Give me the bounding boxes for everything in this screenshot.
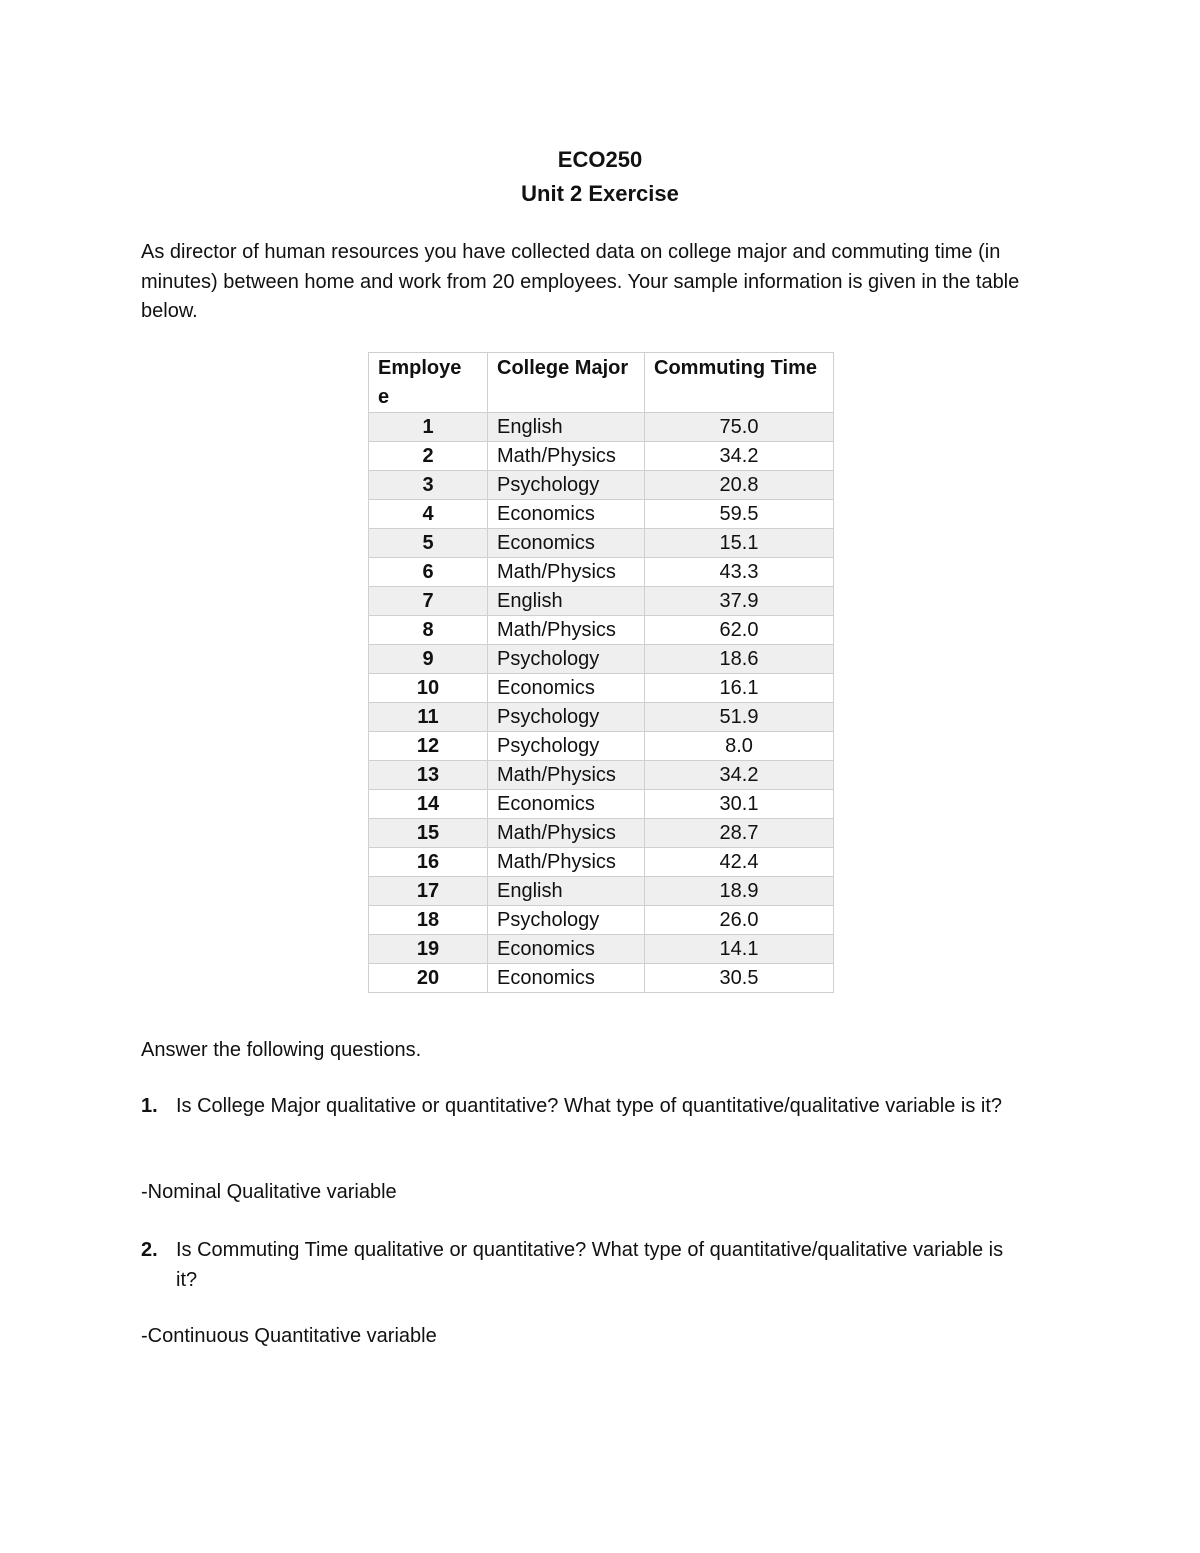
cell-time: 37.9: [645, 587, 834, 616]
table-row: [369, 587, 834, 616]
cell-major: English: [488, 587, 645, 616]
table-row: [369, 500, 834, 529]
table-row: [369, 819, 834, 848]
cell-employee: 19: [369, 935, 488, 964]
question-1-number: 1.: [141, 1095, 158, 1117]
cell-employee: 14: [369, 790, 488, 819]
cell-employee: 9: [369, 645, 488, 674]
cell-employee: 18: [369, 906, 488, 935]
cell-time: 28.7: [645, 819, 834, 848]
table-row: [369, 848, 834, 877]
cell-major: Psychology: [488, 645, 645, 674]
question-1: [141, 1092, 1051, 1122]
table-row: [369, 413, 834, 442]
answer-2: -Continuous Quantitative variable: [141, 1325, 437, 1347]
table-row: [369, 558, 834, 587]
header-employee: Employe e: [369, 353, 488, 413]
cell-time: 18.6: [645, 645, 834, 674]
question-2-number: 2.: [141, 1239, 158, 1261]
table-row: [369, 442, 834, 471]
cell-major: Math/Physics: [488, 848, 645, 877]
header-college-major: College Major: [488, 353, 645, 413]
cell-time: 14.1: [645, 935, 834, 964]
cell-employee: 7: [369, 587, 488, 616]
cell-employee: 16: [369, 848, 488, 877]
table-row: [369, 790, 834, 819]
cell-major: Economics: [488, 500, 645, 529]
cell-time: 75.0: [645, 413, 834, 442]
cell-employee: 12: [369, 732, 488, 761]
table-row: [369, 471, 834, 500]
cell-major: Math/Physics: [488, 616, 645, 645]
cell-employee: 1: [369, 413, 488, 442]
cell-time: 42.4: [645, 848, 834, 877]
cell-major: Psychology: [488, 732, 645, 761]
cell-time: 59.5: [645, 500, 834, 529]
cell-time: 43.3: [645, 558, 834, 587]
course-code-title: ECO250: [557, 147, 643, 172]
cell-time: 34.2: [645, 442, 834, 471]
cell-employee: 13: [369, 761, 488, 790]
cell-time: 30.1: [645, 790, 834, 819]
cell-major: Psychology: [488, 703, 645, 732]
cell-employee: 10: [369, 674, 488, 703]
table-row: [369, 761, 834, 790]
cell-time: 18.9: [645, 877, 834, 906]
table-row: [369, 935, 834, 964]
cell-major: Economics: [488, 935, 645, 964]
cell-time: 15.1: [645, 529, 834, 558]
cell-time: 34.2: [645, 761, 834, 790]
intro-paragraph: As director of human resources you have collected data on college major and commuting time (in minutes) between home and work from 20 employees. Your sample information is given in the table below.: [141, 241, 1020, 322]
cell-major: Math/Physics: [488, 558, 645, 587]
table-header-row: [369, 353, 834, 413]
table-row: [369, 964, 834, 993]
cell-time: 16.1: [645, 674, 834, 703]
header-commuting-time: Commuting Time: [645, 353, 834, 413]
cell-time: 30.5: [645, 964, 834, 993]
cell-employee: 17: [369, 877, 488, 906]
cell-employee: 8: [369, 616, 488, 645]
cell-major: Economics: [488, 790, 645, 819]
exercise-title: Unit 2 Exercise: [521, 181, 679, 206]
cell-employee: 15: [369, 819, 488, 848]
answer-prompt: Answer the following questions.: [141, 1039, 422, 1061]
table-row: [369, 616, 834, 645]
cell-major: Psychology: [488, 906, 645, 935]
cell-employee: 4: [369, 500, 488, 529]
cell-major: Math/Physics: [488, 819, 645, 848]
cell-employee: 20: [369, 964, 488, 993]
cell-time: 62.0: [645, 616, 834, 645]
cell-major: Economics: [488, 529, 645, 558]
cell-major: English: [488, 413, 645, 442]
answer-1: -Nominal Qualitative variable: [141, 1181, 397, 1203]
table-row: [369, 906, 834, 935]
table-row: [369, 877, 834, 906]
cell-time: 8.0: [645, 732, 834, 761]
cell-time: 26.0: [645, 906, 834, 935]
cell-major: Math/Physics: [488, 761, 645, 790]
question-2: [141, 1236, 1051, 1295]
table-row: [369, 529, 834, 558]
cell-employee: 3: [369, 471, 488, 500]
cell-time: 51.9: [645, 703, 834, 732]
cell-employee: 11: [369, 703, 488, 732]
cell-employee: 6: [369, 558, 488, 587]
table-row: [369, 703, 834, 732]
cell-major: Economics: [488, 674, 645, 703]
cell-major: English: [488, 877, 645, 906]
table-row: [369, 674, 834, 703]
cell-employee: 5: [369, 529, 488, 558]
cell-major: Psychology: [488, 471, 645, 500]
cell-time: 20.8: [645, 471, 834, 500]
question-2-text: Is Commuting Time qualitative or quantitative? What type of quantitative/qualitative variable is it?: [176, 1239, 1004, 1291]
table-row: [369, 645, 834, 674]
cell-major: Math/Physics: [488, 442, 645, 471]
question-1-text: Is College Major qualitative or quantitative? What type of quantitative/qualitative variable is it?: [176, 1095, 1003, 1117]
cell-major: Economics: [488, 964, 645, 993]
cell-employee: 2: [369, 442, 488, 471]
table-row: [369, 732, 834, 761]
employee-data-table: [368, 352, 834, 993]
